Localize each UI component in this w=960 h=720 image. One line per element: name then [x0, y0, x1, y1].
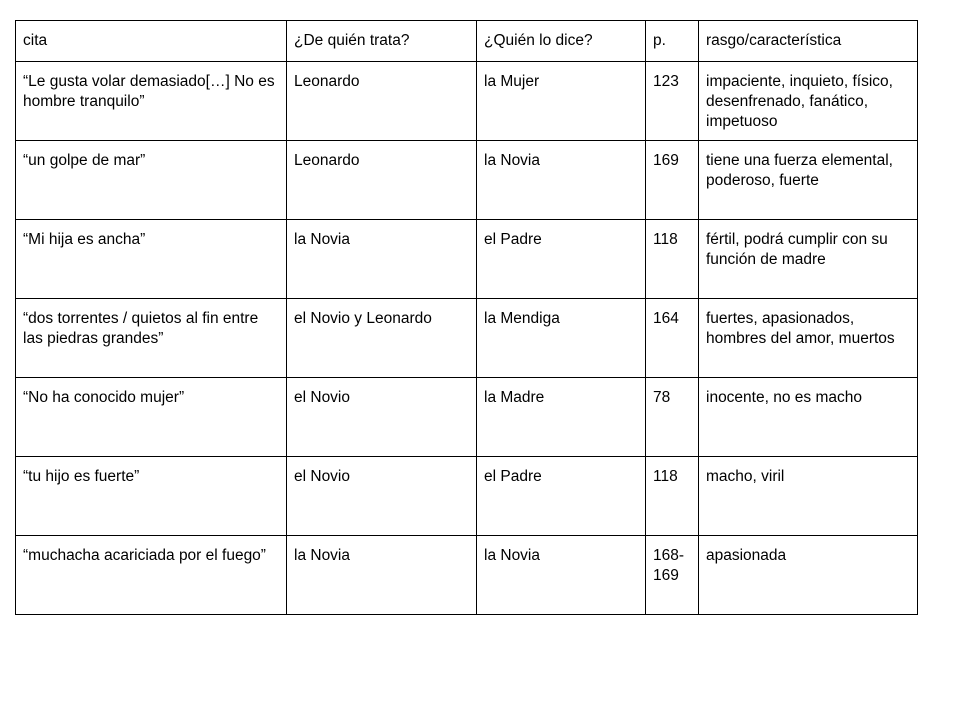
quien-dice-cell: la Madre — [477, 378, 646, 457]
cita-cell: “muchacha acariciada por el fuego” — [16, 536, 287, 615]
cita-cell: “tu hijo es fuerte” — [16, 457, 287, 536]
de-quien-cell: la Novia — [287, 536, 477, 615]
cita-cell: “Le gusta volar demasiado[…] No es hombre tranquilo” — [16, 62, 287, 141]
rasgo-cell: impaciente, inquieto, físico, desenfrenado, fanático, impetuoso — [699, 62, 918, 141]
table-row — [16, 378, 918, 457]
quien-dice-cell: la Mujer — [477, 62, 646, 141]
quien-dice-cell: la Novia — [477, 141, 646, 220]
pagina-cell: 118 — [646, 220, 699, 299]
table-row — [16, 299, 918, 378]
rasgo-cell: fértil, podrá cumplir con su función de madre — [699, 220, 918, 299]
header-pagina: p. — [646, 21, 699, 62]
de-quien-cell: Leonardo — [287, 141, 477, 220]
header-rasgo: rasgo/característica — [699, 21, 918, 62]
cita-cell: “un golpe de mar” — [16, 141, 287, 220]
rasgo-cell: inocente, no es macho — [699, 378, 918, 457]
table-row — [16, 457, 918, 536]
quien-dice-cell: la Novia — [477, 536, 646, 615]
rasgo-cell: tiene una fuerza elemental, poderoso, fuerte — [699, 141, 918, 220]
de-quien-cell: la Novia — [287, 220, 477, 299]
pagina-cell: 164 — [646, 299, 699, 378]
de-quien-cell: el Novio y Leonardo — [287, 299, 477, 378]
cita-cell: “dos torrentes / quietos al fin entre las piedras grandes” — [16, 299, 287, 378]
de-quien-cell: Leonardo — [287, 62, 477, 141]
cita-cell: “No ha conocido mujer” — [16, 378, 287, 457]
quien-dice-cell: la Mendiga — [477, 299, 646, 378]
table-row — [16, 536, 918, 615]
quien-dice-cell: el Padre — [477, 220, 646, 299]
rasgo-cell: apasionada — [699, 536, 918, 615]
header-cita: cita — [16, 21, 287, 62]
table-header-row — [16, 21, 918, 62]
de-quien-cell: el Novio — [287, 378, 477, 457]
pagina-cell: 118 — [646, 457, 699, 536]
header-quien-lo-dice: ¿Quién lo dice? — [477, 21, 646, 62]
pagina-cell: 123 — [646, 62, 699, 141]
quien-dice-cell: el Padre — [477, 457, 646, 536]
table-row — [16, 141, 918, 220]
rasgo-cell: fuertes, apasionados, hombres del amor, muertos — [699, 299, 918, 378]
de-quien-cell: el Novio — [287, 457, 477, 536]
cita-cell: “Mi hija es ancha” — [16, 220, 287, 299]
rasgo-cell: macho, viril — [699, 457, 918, 536]
pagina-cell: 168-169 — [646, 536, 699, 615]
quotes-table — [15, 20, 918, 615]
table-row — [16, 62, 918, 141]
pagina-cell: 169 — [646, 141, 699, 220]
table-row — [16, 220, 918, 299]
header-de-quien-trata: ¿De quién trata? — [287, 21, 477, 62]
pagina-cell: 78 — [646, 378, 699, 457]
